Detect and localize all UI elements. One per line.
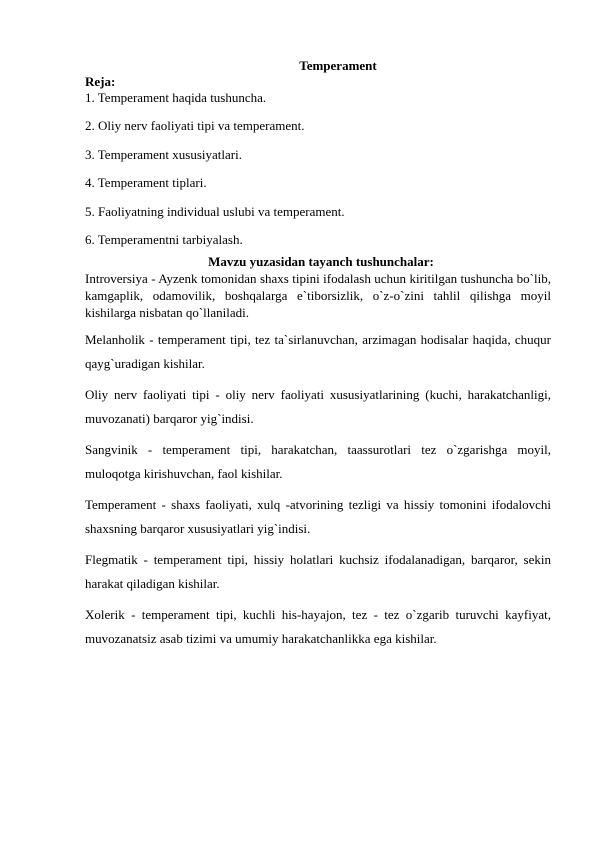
document-page bbox=[85, 58, 551, 658]
plan-item: 5. Faoliyatning individual uslubi va temperament. bbox=[85, 203, 345, 219]
plan-item: 1. Temperament haqida tushuncha. bbox=[85, 90, 267, 105]
definition-paragraph: Flegmatik - temperament tipi, hissiy holatlari kuchsiz ifodalanadigan, barqaror, sekin harakat qiladigan kishilar. bbox=[85, 552, 551, 592]
definition-paragraph: Temperament - shaxs faoliyati, xulq -atvorining tezligi va hissiy tomonini ifodalovchi shaxsning barqaror xususiyatlari yig`indisi. bbox=[85, 497, 551, 537]
plan-label: Reja: bbox=[85, 74, 116, 89]
definition-paragraph: Oliy nerv faoliyati tipi - oliy nerv faoliyati xususiyatlarining (kuchi, harakatchanligi, muvozanati) barqaror yig`indisi. bbox=[85, 387, 551, 427]
concepts-heading: Mavzu yuzasidan tayanch tushunchalar: bbox=[208, 254, 434, 270]
definition-paragraph: Introversiya - Ayzenk tomonidan shaxs tipini ifodalash uchun kiritilgan tushuncha bo`lib, kamgaplik, odamovilik, boshqalarga e`tiborsizlik, o`z-o`zini tahlil qilishga moyil kishilarga nisbatan qo`llaniladi. bbox=[85, 271, 551, 321]
plan-item: 2. Oliy nerv faoliyati tipi va temperament. bbox=[85, 118, 305, 134]
definition-paragraph: Sangvinik - temperament tipi, harakatchan, taassurotlari tez o`zgarishga moyil, muloqotga kirishuvchan, faol kishilar. bbox=[85, 442, 551, 482]
definition-paragraph: Xolerik - temperament tipi, kuchli his-hayajon, tez - tez o`zgarib turuvchi kayfiyat, muvozanatsiz asab tizimi va umumiy harakatchanlikka ega kishilar. bbox=[85, 607, 551, 647]
plan-item: 3. Temperament xususiyatlari. bbox=[85, 146, 242, 162]
document-title: Temperament bbox=[299, 58, 377, 73]
definition-paragraph: Melanholik - temperament tipi, tez ta`sirlanuvchan, arzimagan hodisalar haqida, chuqur qayg`uradigan kishilar. bbox=[85, 332, 551, 372]
plan-list bbox=[85, 90, 551, 248]
plan-item: 4. Temperament tiplari. bbox=[85, 175, 207, 191]
plan-item: 6. Temperamentni tarbiyalash. bbox=[85, 231, 243, 247]
